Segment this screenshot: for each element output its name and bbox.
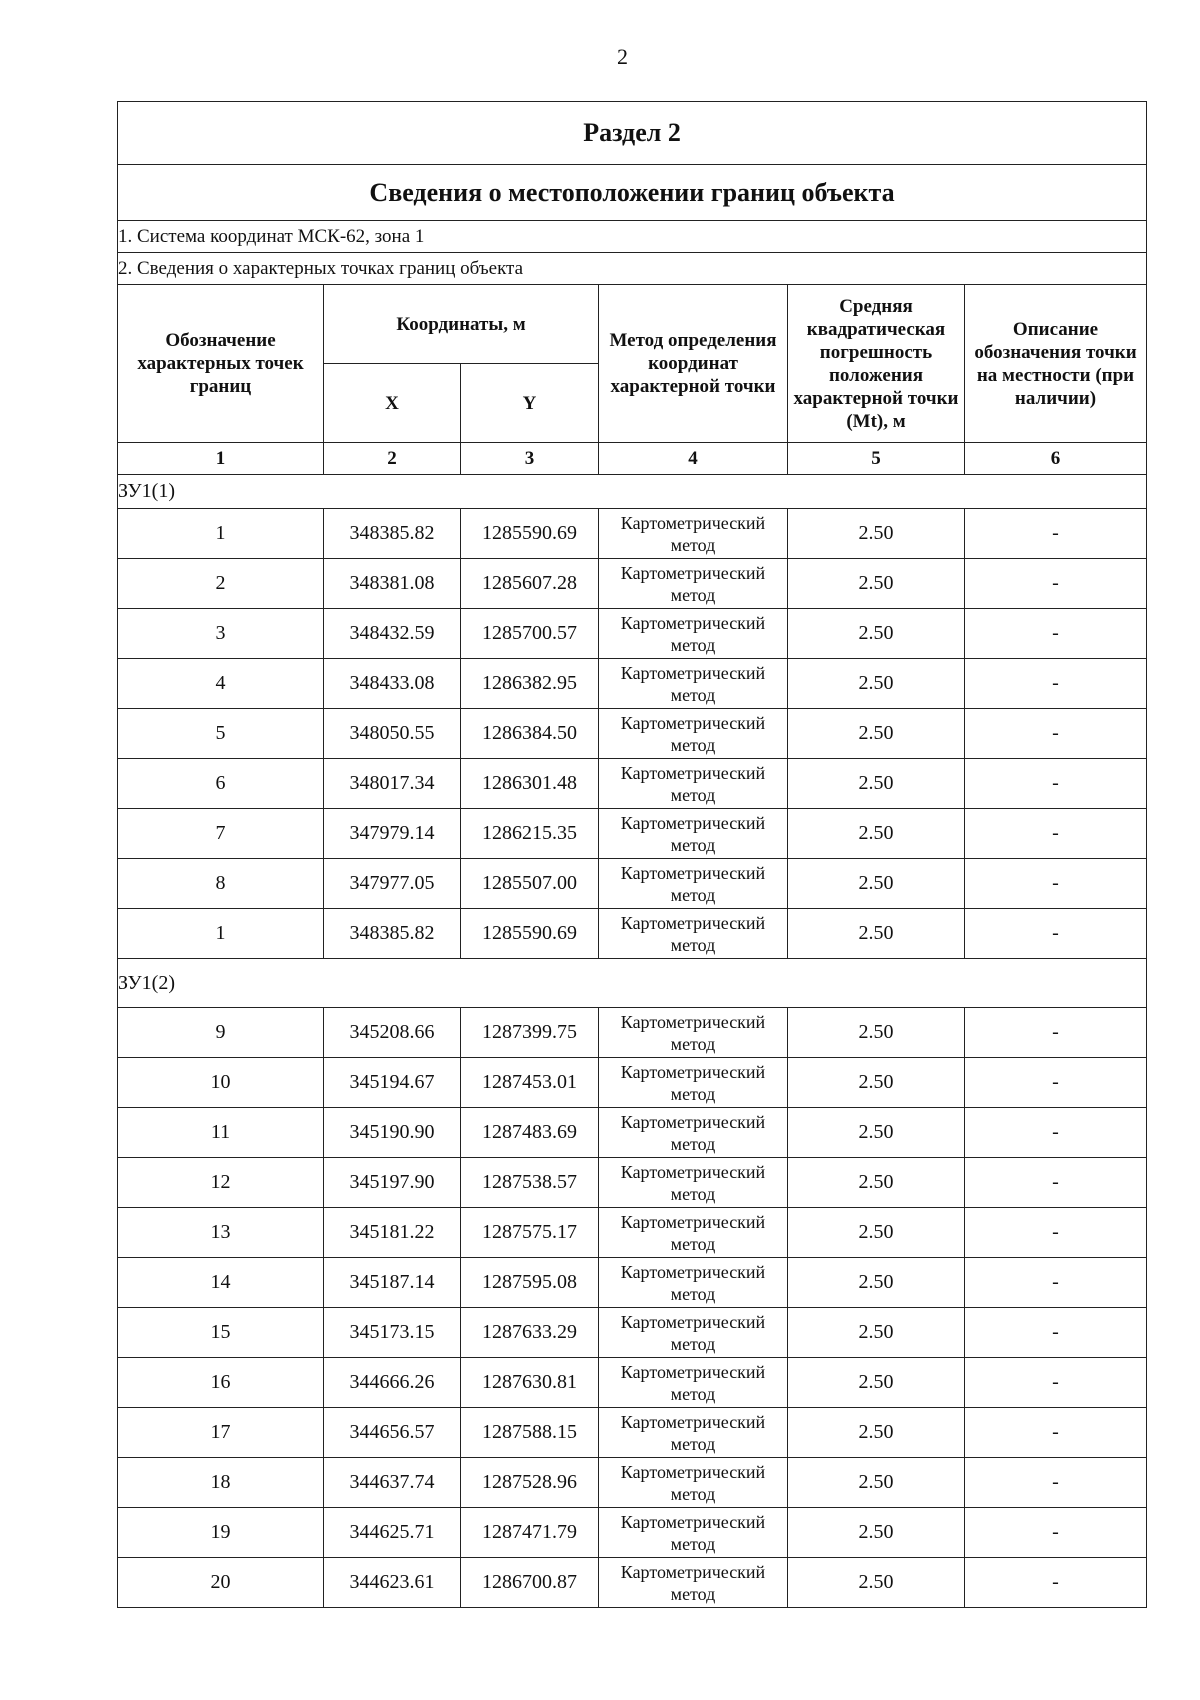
cell-method: Картометрический метод	[599, 509, 788, 559]
cell-method: Картометрический метод	[599, 1408, 788, 1458]
cell-y: 1287471.79	[461, 1508, 599, 1558]
cell-description: -	[965, 609, 1147, 659]
cell-method: Картометрический метод	[599, 709, 788, 759]
cell-mean-error: 2.50	[788, 809, 965, 859]
cell-point: 2	[118, 559, 324, 609]
cell-x: 348017.34	[324, 759, 461, 809]
cell-y: 1287630.81	[461, 1358, 599, 1408]
cell-method: Картометрический метод	[599, 609, 788, 659]
cell-mean-error: 2.50	[788, 1108, 965, 1158]
cell-mean-error: 2.50	[788, 909, 965, 959]
cell-point: 9	[118, 1008, 324, 1058]
cell-mean-error: 2.50	[788, 1208, 965, 1258]
table-row	[118, 1408, 1147, 1458]
table-row	[118, 1258, 1147, 1308]
cell-point: 13	[118, 1208, 324, 1258]
cell-mean-error: 2.50	[788, 709, 965, 759]
header-method: Метод определения координат характерной точки	[599, 285, 788, 443]
cell-y: 1287399.75	[461, 1008, 599, 1058]
table-row	[118, 1008, 1147, 1058]
cell-y: 1286215.35	[461, 809, 599, 859]
boundary-points-table	[117, 101, 1147, 1608]
cell-method: Картометрический метод	[599, 559, 788, 609]
section-title: Раздел 2	[118, 102, 1147, 165]
table-row	[118, 659, 1147, 709]
cell-mean-error: 2.50	[788, 1308, 965, 1358]
cell-description: -	[965, 1508, 1147, 1558]
cell-mean-error: 2.50	[788, 1458, 965, 1508]
cell-method: Картометрический метод	[599, 909, 788, 959]
table-row	[118, 1158, 1147, 1208]
cell-mean-error: 2.50	[788, 1258, 965, 1308]
cell-x: 344666.26	[324, 1358, 461, 1408]
cell-description: -	[965, 1158, 1147, 1208]
cell-mean-error: 2.50	[788, 609, 965, 659]
header-number-5: 5	[788, 443, 965, 475]
header-description: Описание обозначения точки на местности (при наличии)	[965, 285, 1147, 443]
cell-x: 344623.61	[324, 1558, 461, 1608]
cell-description: -	[965, 1358, 1147, 1408]
cell-x: 348432.59	[324, 609, 461, 659]
table-row	[118, 1458, 1147, 1508]
cell-x: 345208.66	[324, 1008, 461, 1058]
header-y: Y	[461, 364, 599, 443]
cell-point: 6	[118, 759, 324, 809]
cell-x: 345197.90	[324, 1158, 461, 1208]
cell-point: 18	[118, 1458, 324, 1508]
table-row	[118, 709, 1147, 759]
cell-y: 1285590.69	[461, 909, 599, 959]
cell-y: 1285607.28	[461, 559, 599, 609]
cell-method: Картометрический метод	[599, 659, 788, 709]
table-row	[118, 1558, 1147, 1608]
cell-description: -	[965, 709, 1147, 759]
cell-x: 347979.14	[324, 809, 461, 859]
cell-point: 1	[118, 909, 324, 959]
cell-x: 348381.08	[324, 559, 461, 609]
cell-x: 348050.55	[324, 709, 461, 759]
cell-y: 1285590.69	[461, 509, 599, 559]
cell-description: -	[965, 1308, 1147, 1358]
table-row	[118, 559, 1147, 609]
cell-method: Картометрический метод	[599, 1258, 788, 1308]
cell-mean-error: 2.50	[788, 859, 965, 909]
cell-point: 1	[118, 509, 324, 559]
coord-system-line: 1. Система координат МСК-62, зона 1	[118, 221, 1147, 253]
cell-point: 7	[118, 809, 324, 859]
cell-x: 345190.90	[324, 1108, 461, 1158]
cell-y: 1286301.48	[461, 759, 599, 809]
cell-x: 348385.82	[324, 909, 461, 959]
table-row	[118, 1058, 1147, 1108]
cell-y: 1286384.50	[461, 709, 599, 759]
cell-y: 1287483.69	[461, 1108, 599, 1158]
cell-y: 1286382.95	[461, 659, 599, 709]
header-x: X	[324, 364, 461, 443]
header-mean-error: Средняя квадратическая погрешность положения характерной точки (Mt), м	[788, 285, 965, 443]
cell-point: 16	[118, 1358, 324, 1408]
cell-method: Картометрический метод	[599, 1008, 788, 1058]
cell-mean-error: 2.50	[788, 659, 965, 709]
cell-description: -	[965, 1408, 1147, 1458]
header-number-4: 4	[599, 443, 788, 475]
cell-mean-error: 2.50	[788, 1158, 965, 1208]
section-subtitle: Сведения о местоположении границ объекта	[118, 165, 1147, 221]
cell-point: 20	[118, 1558, 324, 1608]
cell-mean-error: 2.50	[788, 1508, 965, 1558]
cell-y: 1287538.57	[461, 1158, 599, 1208]
cell-y: 1287453.01	[461, 1058, 599, 1108]
cell-x: 347977.05	[324, 859, 461, 909]
cell-point: 10	[118, 1058, 324, 1108]
page-number: 2	[617, 44, 628, 69]
cell-point: 19	[118, 1508, 324, 1558]
header-number-3: 3	[461, 443, 599, 475]
cell-description: -	[965, 1008, 1147, 1058]
cell-description: -	[965, 559, 1147, 609]
cell-point: 12	[118, 1158, 324, 1208]
table-row	[118, 809, 1147, 859]
cell-method: Картометрический метод	[599, 1208, 788, 1258]
cell-mean-error: 2.50	[788, 1558, 965, 1608]
cell-point: 17	[118, 1408, 324, 1458]
cell-x: 344637.74	[324, 1458, 461, 1508]
cell-x: 345181.22	[324, 1208, 461, 1258]
cell-method: Картометрический метод	[599, 1108, 788, 1158]
header-coordinates: Координаты, м	[324, 285, 599, 364]
cell-x: 348385.82	[324, 509, 461, 559]
cell-description: -	[965, 1558, 1147, 1608]
cell-method: Картометрический метод	[599, 1058, 788, 1108]
cell-description: -	[965, 1208, 1147, 1258]
table-row	[118, 909, 1147, 959]
cell-point: 11	[118, 1108, 324, 1158]
cell-method: Картометрический метод	[599, 759, 788, 809]
table-row	[118, 609, 1147, 659]
points-caption-line: 2. Сведения о характерных точках границ объекта	[118, 253, 1147, 285]
cell-point: 8	[118, 859, 324, 909]
cell-y: 1287633.29	[461, 1308, 599, 1358]
cell-y: 1287528.96	[461, 1458, 599, 1508]
cell-method: Картометрический метод	[599, 859, 788, 909]
cell-description: -	[965, 1058, 1147, 1108]
cell-y: 1287595.08	[461, 1258, 599, 1308]
table-row	[118, 759, 1147, 809]
table-row	[118, 1108, 1147, 1158]
table-row	[118, 1208, 1147, 1258]
cell-method: Картометрический метод	[599, 1458, 788, 1508]
cell-description: -	[965, 509, 1147, 559]
group-label: ЗУ1(1)	[118, 475, 1147, 509]
header-point-designation: Обозначение характерных точек границ	[118, 285, 324, 443]
cell-method: Картометрический метод	[599, 1558, 788, 1608]
cell-mean-error: 2.50	[788, 559, 965, 609]
cell-mean-error: 2.50	[788, 1008, 965, 1058]
cell-mean-error: 2.50	[788, 1408, 965, 1458]
cell-mean-error: 2.50	[788, 759, 965, 809]
cell-mean-error: 2.50	[788, 1358, 965, 1408]
group-row	[118, 959, 1147, 1008]
cell-x: 345194.67	[324, 1058, 461, 1108]
cell-method: Картометрический метод	[599, 1158, 788, 1208]
cell-description: -	[965, 859, 1147, 909]
cell-description: -	[965, 909, 1147, 959]
cell-point: 4	[118, 659, 324, 709]
cell-y: 1285700.57	[461, 609, 599, 659]
cell-description: -	[965, 1108, 1147, 1158]
cell-description: -	[965, 1258, 1147, 1308]
header-number-6: 6	[965, 443, 1147, 475]
cell-x: 344625.71	[324, 1508, 461, 1558]
cell-x: 345173.15	[324, 1308, 461, 1358]
cell-x: 348433.08	[324, 659, 461, 709]
cell-x: 344656.57	[324, 1408, 461, 1458]
cell-x: 345187.14	[324, 1258, 461, 1308]
cell-description: -	[965, 659, 1147, 709]
cell-method: Картометрический метод	[599, 1358, 788, 1408]
table-row	[118, 859, 1147, 909]
cell-y: 1287575.17	[461, 1208, 599, 1258]
cell-mean-error: 2.50	[788, 509, 965, 559]
table-row	[118, 1508, 1147, 1558]
cell-point: 3	[118, 609, 324, 659]
cell-y: 1286700.87	[461, 1558, 599, 1608]
cell-description: -	[965, 759, 1147, 809]
header-number-2: 2	[324, 443, 461, 475]
cell-point: 15	[118, 1308, 324, 1358]
cell-mean-error: 2.50	[788, 1058, 965, 1108]
table-row	[118, 1308, 1147, 1358]
cell-y: 1285507.00	[461, 859, 599, 909]
cell-method: Картометрический метод	[599, 1308, 788, 1358]
table-row	[118, 509, 1147, 559]
cell-method: Картометрический метод	[599, 1508, 788, 1558]
group-row	[118, 475, 1147, 509]
cell-point: 14	[118, 1258, 324, 1308]
cell-y: 1287588.15	[461, 1408, 599, 1458]
cell-point: 5	[118, 709, 324, 759]
cell-description: -	[965, 809, 1147, 859]
group-label: ЗУ1(2)	[118, 959, 1147, 1008]
cell-description: -	[965, 1458, 1147, 1508]
cell-method: Картометрический метод	[599, 809, 788, 859]
table-row	[118, 1358, 1147, 1408]
header-number-1: 1	[118, 443, 324, 475]
